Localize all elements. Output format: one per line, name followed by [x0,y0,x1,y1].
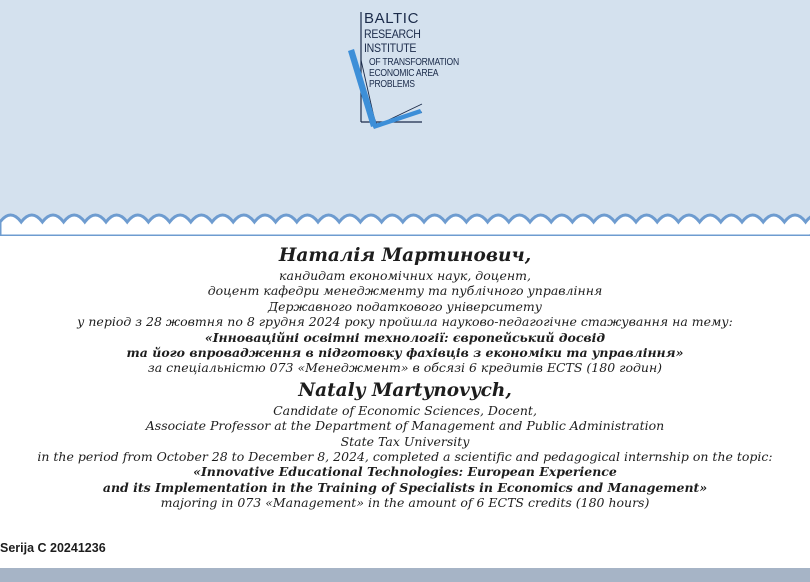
recipient-name-en: Nataly Martynovych, [298,379,512,401]
certificate-body [0,244,810,511]
topic-en-line1: «Innovative Educational Technologies: European Experience [193,464,617,480]
recipient-name-uk: Наталія Мартинович, [278,245,532,266]
logo-text-line: OF TRANSFORMATION [369,57,459,68]
institution-en: State Tax University [340,433,470,449]
logo-text-line: PROBLEMS [369,79,415,90]
logo-text-line: BALTIC [364,10,420,27]
footer-band [0,568,810,582]
serial-number: Serija C 20241236 [0,541,106,555]
position-en: Associate Professor at the Department of Management and Public Administration [145,418,665,434]
logo-text-line: RESEARCH [364,27,421,41]
period-en: in the period from October 28 to December 8, 2024, completed a scientific and pedagogical internship on the topic: [37,449,773,465]
degree-en: Candidate of Economic Sciences, Docent, [273,402,537,418]
degree-uk: кандидат економічних наук, доцент, [279,268,531,283]
topic-en-line2: and its Implementation in the Training of Specialists in Economics and Management» [102,479,708,495]
specialty-uk: за спеціальністю 073 «Менеджмент» в обсязі 6 кредитів ECTS (180 годин) [147,360,663,376]
wave-border [0,204,810,236]
period-uk: у період з 28 жовтня по 8 грудня 2024 року пройшла науково-педагогічне стажування на тему: [77,314,733,330]
institution-uk: Державного податкового університету [267,298,543,314]
institute-logo [344,8,484,130]
topic-uk-line2: та його впровадження в підготовку фахівців з економіки та управління» [126,345,684,361]
logo-text-line: ECONOMIC AREA [369,68,439,79]
specialty-en: majoring in 073 «Management» in the amount of 6 ECTS credits (180 hours) [160,495,650,511]
position-uk: доцент кафедри менеджменту та публічного управління [207,283,603,299]
topic-uk-line1: «Інноваційні освітні технології: європейський досвід [204,329,606,345]
logo-text-line: INSTITUTE [364,41,417,55]
